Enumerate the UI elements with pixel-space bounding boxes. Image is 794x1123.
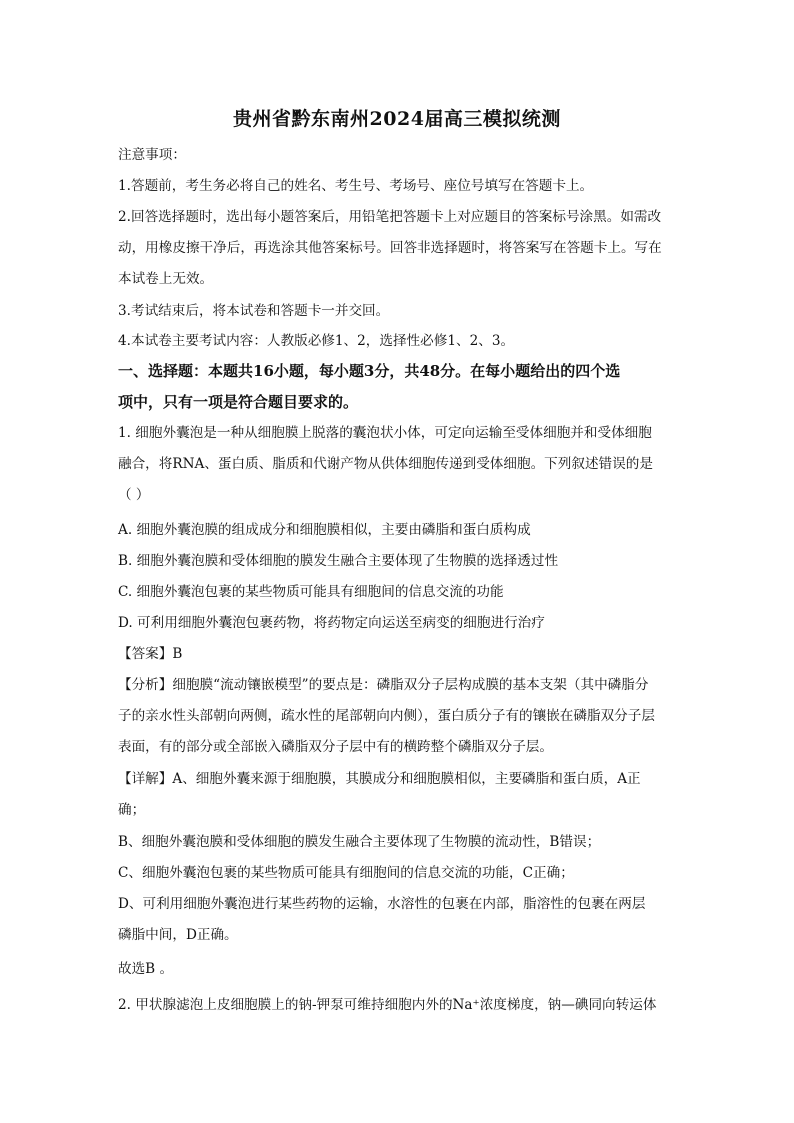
question-1-stem [118, 418, 678, 511]
question-1-detail-a [118, 764, 678, 826]
question-1-stem-line: （ ） [118, 487, 150, 503]
section-heading-line: 一、选择题：本题共16小题，每小题3分，共48分。在每小题给出的四个选 [118, 362, 621, 380]
notice-item-2 [118, 202, 678, 295]
question-1-stem-line: 融合，将RNA、蛋白质、脂质和代谢产物从供体细胞传递到受体细胞。下列叙述错误的是 [118, 456, 653, 472]
notice-item-2-line: 2.回答选择题时，选出每小题答案后，用铅笔把答题卡上对应题目的答案标号涂黑。如需改 [118, 209, 662, 225]
question-1-option-d: D. 可利用细胞外囊泡包裹药物，将药物定向运送至病变的细胞进行治疗 [118, 615, 545, 631]
question-2-stem: 2. 甲状腺滤泡上皮细胞膜上的钠-钾泵可维持细胞内外的Na⁺浓度梯度，钠—碘同向转运体 [118, 997, 657, 1013]
document-title: 贵州省黔东南州2024届高三模拟统测 [233, 108, 561, 130]
notice-item-3: 3.考试结束后，将本试卷和答题卡一并交回。 [118, 303, 390, 319]
notice-item-1: 1.答题前，考生务必将自己的姓名、考生号、考场号、座位号填写在答题卡上。 [118, 178, 594, 194]
notice-heading: 注意事项： [118, 147, 186, 163]
question-1-detail-b: B、细胞外囊泡膜和受体细胞的膜发生融合主要体现了生物膜的流动性，B错误； [118, 834, 601, 850]
section-heading-line: 项中，只有一项是符合题目要求的。 [118, 393, 359, 411]
notice-item-4: 4.本试卷主要考试内容：人教版必修1、2，选择性必修1、2、3。 [118, 333, 515, 349]
analysis-line: 表面，有的部分或全部嵌入磷脂双分子层中有的横跨整个磷脂双分子层。 [118, 739, 553, 755]
detail-line: 磷脂中间，D正确。 [118, 927, 238, 943]
question-1-answer: 【答案】B [118, 646, 183, 662]
detail-line: D、可利用细胞外囊泡进行某些药物的运输，水溶性的包裹在内部，脂溶性的包裹在两层 [118, 896, 646, 912]
detail-line: 【详解】A、细胞外囊来源于细胞膜，其膜成分和细胞膜相似，主要磷脂和蛋白质，A正 [118, 771, 641, 787]
detail-line: 确； [118, 802, 146, 818]
question-1-option-c: C. 细胞外囊泡包裹的某些物质可能具有细胞间的信息交流的功能 [118, 584, 504, 600]
analysis-line: 子的亲水性头部朝向两侧，疏水性的尾部朝向内侧），蛋白质分子有的镶嵌在磷脂双分子层 [118, 708, 655, 724]
question-1-analysis [118, 670, 678, 763]
question-1-detail-d [118, 889, 678, 951]
analysis-line: 【分析】细胞膜“流动镶嵌模型”的要点是：磷脂双分子层构成膜的基本支架（其中磷脂分 [118, 677, 649, 693]
question-1-option-b: B. 细胞外囊泡膜和受体细胞的膜发生融合主要体现了生物膜的选择透过性 [118, 553, 559, 569]
notice-item-2-line: 本试卷上无效。 [118, 271, 214, 287]
section-heading [118, 356, 678, 418]
question-1-detail-c: C、细胞外囊泡包裹的某些物质可能具有细胞间的信息交流的功能，C正确； [118, 865, 574, 881]
notice-item-2-line: 动，用橡皮擦干净后，再选涂其他答案标号。回答非选择题时，将答案写在答题卡上。写在 [118, 240, 662, 256]
question-1-conclusion: 故选B 。 [118, 961, 174, 977]
question-1-option-a: A. 细胞外囊泡膜的组成成分和细胞膜相似，主要由磷脂和蛋白质构成 [118, 522, 531, 538]
question-1-stem-line: 1. 细胞外囊泡是一种从细胞膜上脱落的囊泡状小体，可定向运输至受体细胞并和受体细胞 [118, 425, 652, 441]
